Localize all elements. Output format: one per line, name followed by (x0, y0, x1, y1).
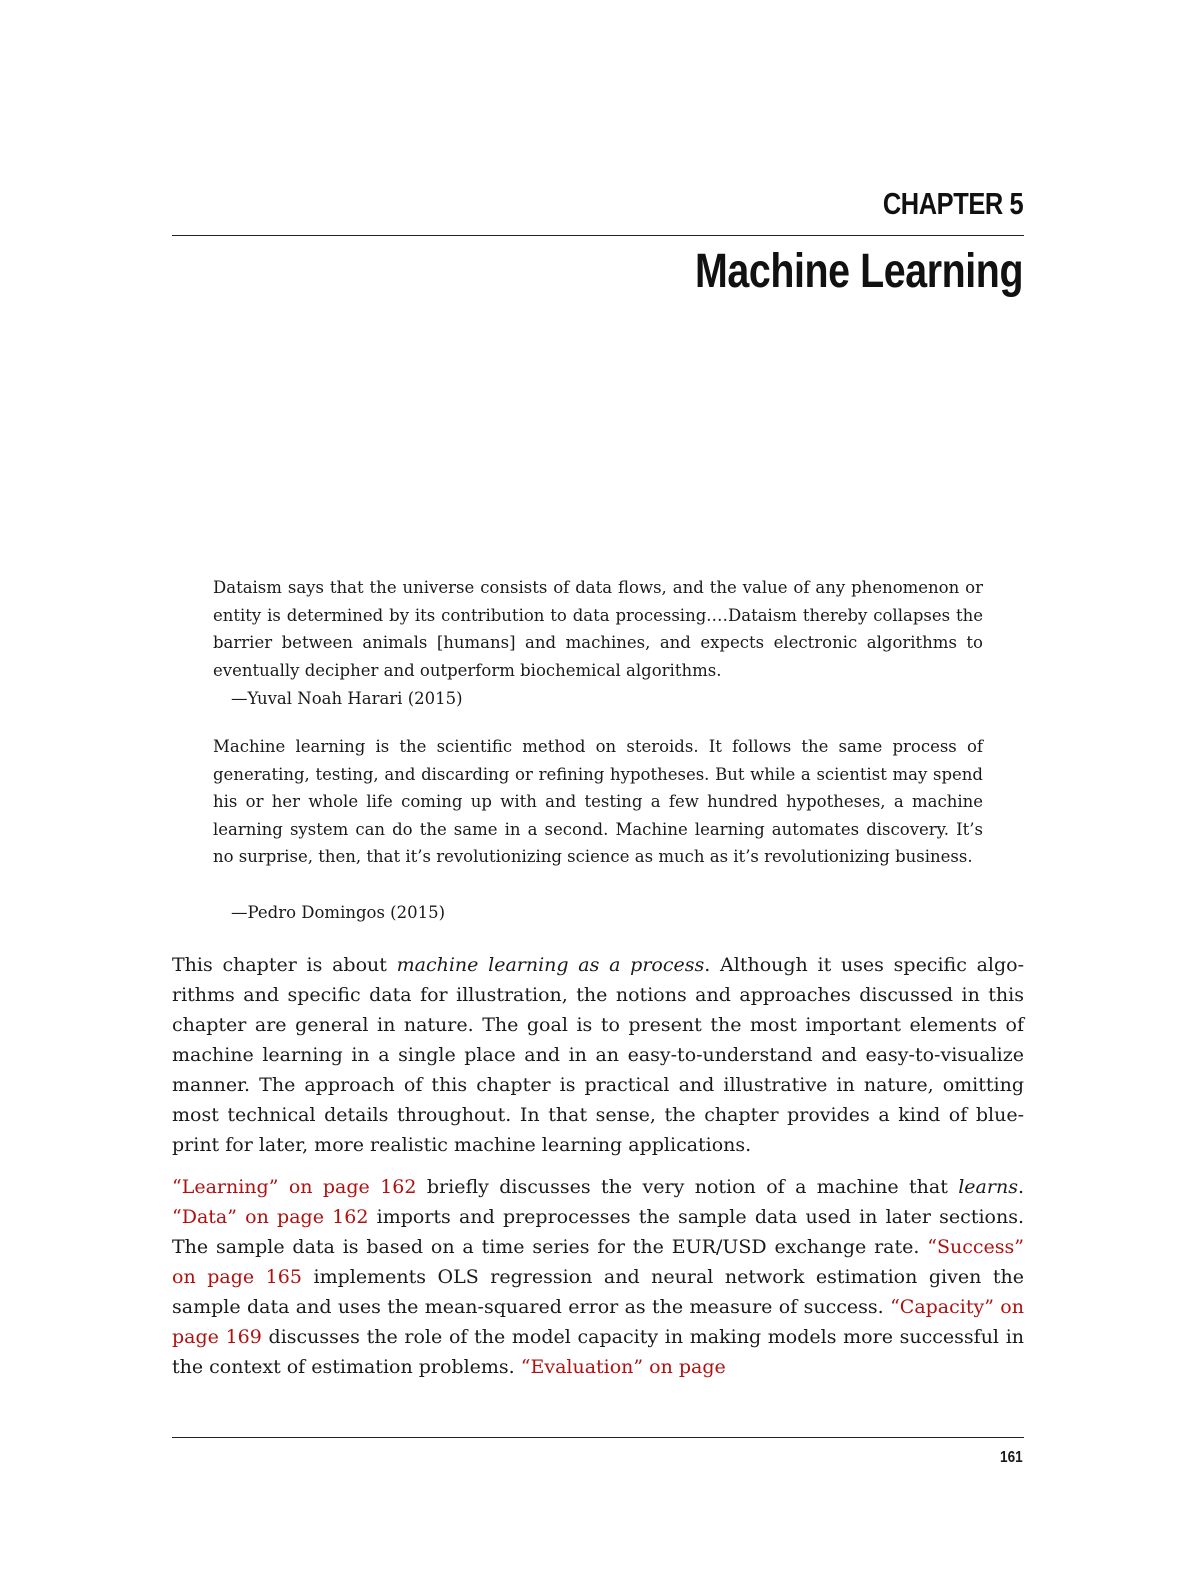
xref-success-link[interactable]: “Success” on page 165 (172, 1236, 1024, 1288)
paragraph-text: briefly discusses the very notion of a machine that (416, 1176, 959, 1198)
footer-rule (172, 1437, 1024, 1438)
epigraph-quote: Machine learning is the scientific method on steroids. It follows the same process of generating, testing, and discarding or refining hypotheses. But while a scientist may spend his or her whole life coming up with and testing a few hundred hypotheses, a machine learning system can do the same in a second. Machine learning automates discovery. It’s no surprise, then, that it’s revolutionizing science as much as it’s revolutionizing business. (213, 737, 983, 866)
body-paragraph (172, 1172, 1024, 1382)
epigraph-attribution: —Pedro Domingos (2015) (231, 903, 446, 922)
xref-capacity-link[interactable]: “Capacity” on page 169 (172, 1296, 1024, 1348)
xref-learning-link[interactable]: “Learning” on page 162 (172, 1176, 417, 1198)
xref-evaluation-link[interactable]: “Evaluation” on page (520, 1356, 726, 1378)
chapter-rule (172, 235, 1024, 236)
paragraph-text: This chapter is about (172, 954, 397, 976)
paragraph-text: discusses the role of the model capacity in making models more successful in the context of estimation problems. (172, 1326, 1025, 1378)
paragraph-text: implements OLS regression and neural network estimation given the sample data and uses the mean-squared error as the measure of success. (172, 1266, 1025, 1318)
paragraph-text: imports and preprocesses the sample data used in later sections. The sample data is based on a time series for the EUR/USD exchange rate. (172, 1206, 1024, 1258)
body-paragraph (172, 950, 1024, 1160)
emphasis-text: learns (958, 1176, 1018, 1198)
epigraph-quote: Dataism says that the universe consists of data flows, and the value of any phenomenon or entity is determined by its contribution to data processing.…Dataism thereby collapses the barrier between animals [humans] and machines, and expects electronic algorithms to eventually decipher and outperform biochemical algorithms. (213, 578, 983, 680)
epigraph-attribution: —Yuval Noah Harari (2015) (231, 689, 463, 708)
paragraph-text: . (1017, 1176, 1024, 1198)
emphasis-text: machine learning as a process (396, 954, 705, 976)
chapter-title: Machine Learning (694, 245, 1023, 298)
page-number: 161 (1000, 1449, 1023, 1466)
chapter-label: CHAPTER 5 (882, 186, 1023, 221)
xref-data-link[interactable]: “Data” on page 162 (172, 1206, 369, 1228)
paragraph-text: . Although it uses specific algorithms and specific data for illustration, the notions and approaches discussed in this chapter are general in nature. The goal is to present the most important elements of machine learning in a single place and in an easy-to-understand and easy-to-visualize manner. The approach of this chapter is practical and illustrative in nature, omitting most technical details throughout. In that sense, the chapter provides a kind of blueprint for later, more realistic machine learning applications. (172, 954, 1024, 1156)
